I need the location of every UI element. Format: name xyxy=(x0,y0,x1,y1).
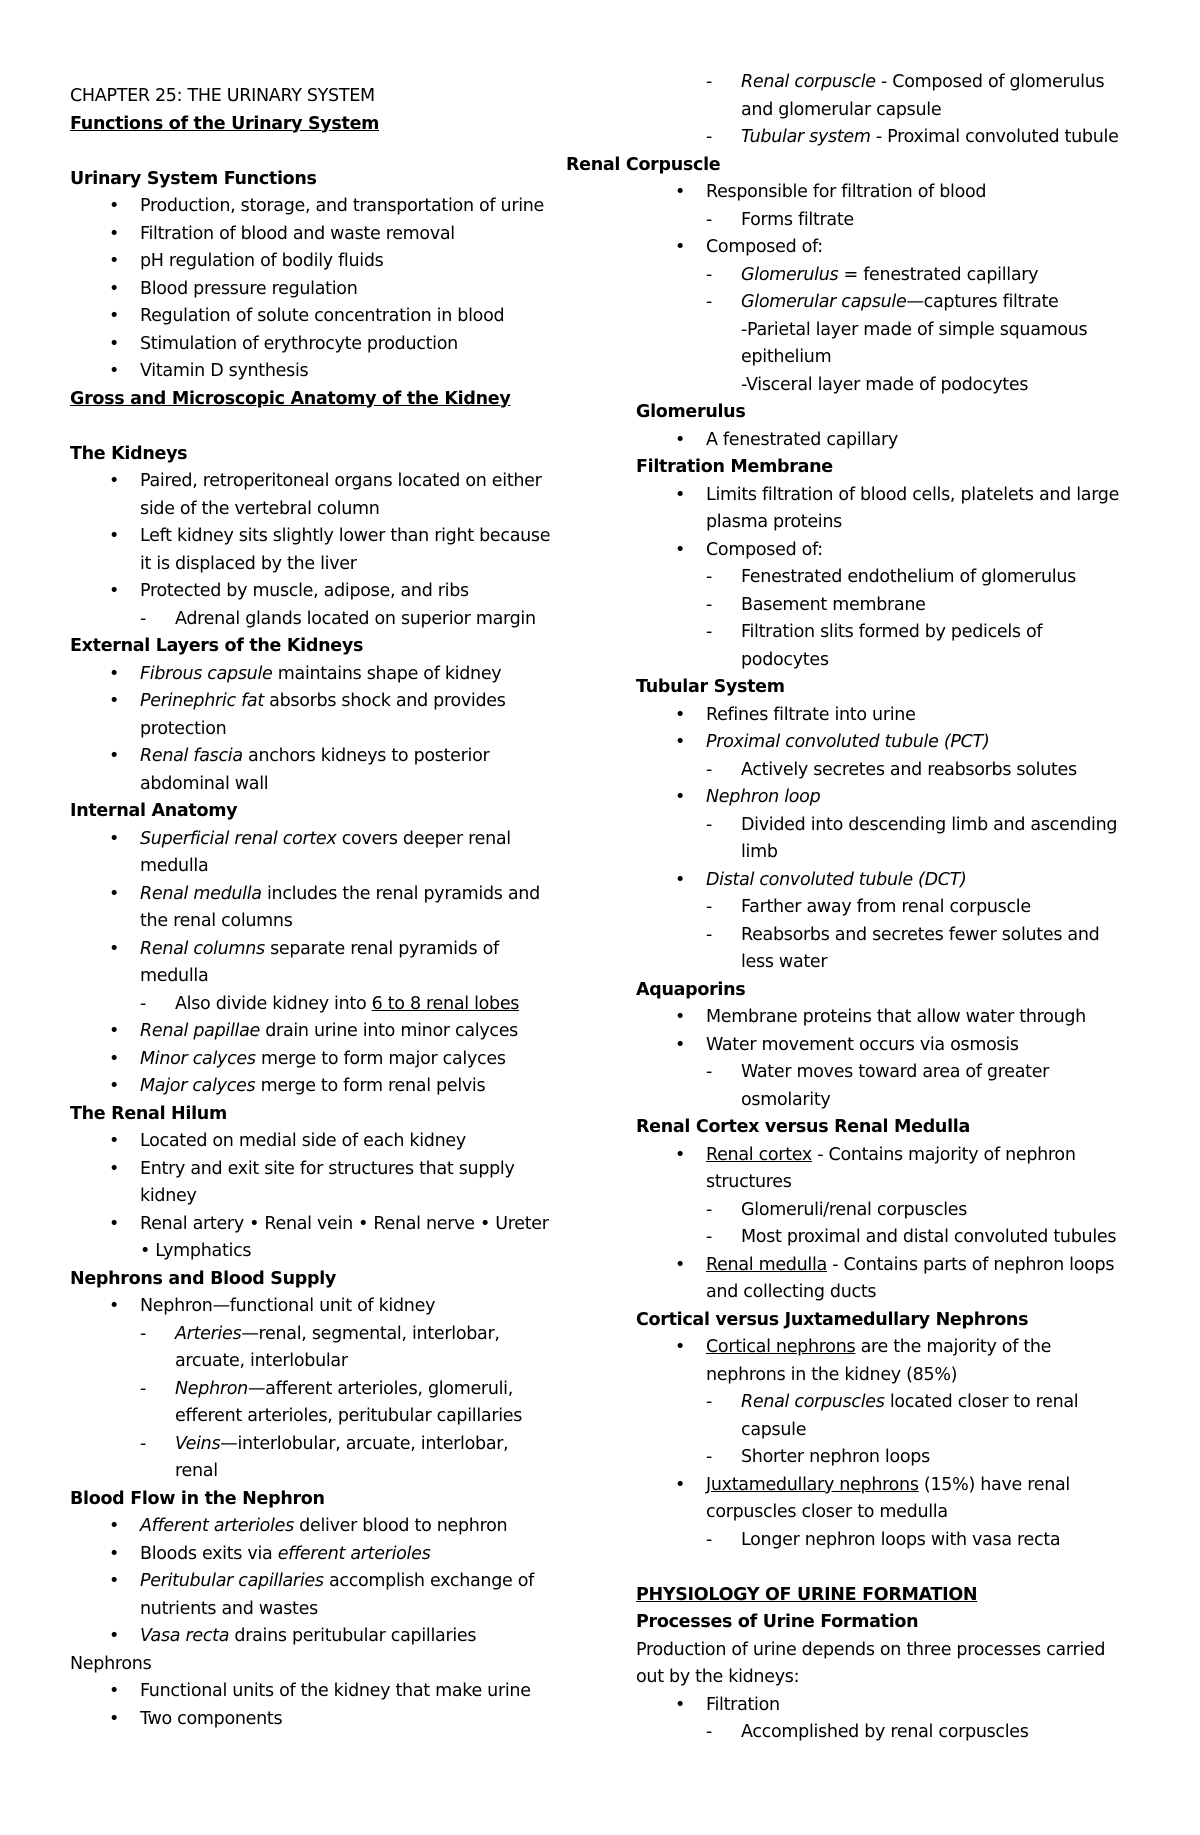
list-item-continuation: structures xyxy=(706,1172,792,1192)
list-text: covers deeper renal xyxy=(336,828,511,849)
sub-list-item xyxy=(636,69,1136,97)
list-item xyxy=(70,1073,570,1101)
italic-term: Afferent arterioles xyxy=(140,1516,294,1536)
list-item: • Blood pressure regulation xyxy=(70,276,570,304)
sub-list-item xyxy=(70,1321,570,1349)
heading-external-layers: External Layers of the Kidneys xyxy=(70,636,364,656)
italic-term: Major calyces xyxy=(140,1076,256,1096)
list-item: • Nephron—functional unit of kidney xyxy=(70,1293,570,1321)
list-item: • Limits filtration of blood cells, platelets and large xyxy=(636,482,1136,510)
sub-list-item: - Most proximal and distal convoluted tubules xyxy=(636,1224,1136,1252)
paragraph-line: out by the kidneys: xyxy=(636,1667,800,1687)
italic-term: Nephron loop xyxy=(706,787,821,807)
sub-list-item xyxy=(636,262,1136,290)
sub-list-item xyxy=(636,1389,1136,1417)
italic-term: Vasa recta xyxy=(140,1626,230,1646)
sub-list-item xyxy=(70,991,570,1019)
sub-list-item: - Actively secretes and reabsorbs solutes xyxy=(636,757,1136,785)
list-item-continuation: corpuscles closer to medulla xyxy=(706,1502,948,1522)
heading-nephrons: Nephrons xyxy=(70,1653,152,1674)
list-item-continuation: kidney xyxy=(140,1186,197,1206)
list-item: • Located on medial side of each kidney xyxy=(70,1128,570,1156)
list-text: - Contains majority of nephron xyxy=(811,1144,1076,1165)
list-item xyxy=(70,1513,570,1541)
chapter-title: CHAPTER 25: THE URINARY SYSTEM xyxy=(70,86,375,106)
list-item: • Filtration xyxy=(636,1692,1136,1720)
list-text: maintains shape of kidney xyxy=(272,663,502,684)
list-text: —afferent arterioles, glomeruli, xyxy=(247,1378,514,1399)
italic-term: Tubular system xyxy=(741,127,871,147)
italic-term: Renal columns xyxy=(140,938,265,959)
italic-term: Glomerular capsule xyxy=(741,292,907,312)
list-item xyxy=(636,1472,1136,1500)
sub-list-continuation: epithelium xyxy=(741,347,832,367)
list-item xyxy=(70,688,570,716)
italic-term: Renal corpuscle xyxy=(741,72,876,92)
sub-list-continuation: osmolarity xyxy=(741,1089,831,1110)
sub-list-continuation: -Parietal layer made of simple squamous xyxy=(741,319,1088,340)
right-column xyxy=(566,69,1136,1747)
list-text: Also divide kidney into xyxy=(175,993,372,1014)
sub-list-item: - Water moves toward area of greater xyxy=(636,1059,1136,1087)
sub-list-continuation: capsule xyxy=(741,1419,807,1440)
sub-list-continuation: less water xyxy=(741,952,828,972)
list-item: • Entry and exit site for structures that supply xyxy=(70,1156,570,1184)
blank-line xyxy=(70,138,570,166)
italic-term: Fibrous capsule xyxy=(140,663,273,684)
list-item xyxy=(70,1568,570,1596)
list-item xyxy=(636,729,1136,757)
list-item: • Vitamin D synthesis xyxy=(70,358,570,386)
heading-renal-corpuscle: Renal Corpuscle xyxy=(566,154,721,175)
italic-term: Peritubular capillaries xyxy=(140,1571,324,1591)
heading-nephrons-blood-supply: Nephrons and Blood Supply xyxy=(70,1268,337,1289)
list-item: • Two components xyxy=(70,1706,570,1734)
list-text: - Contains parts of nephron loops xyxy=(826,1254,1115,1275)
sub-list-item: - Shorter nephron loops xyxy=(636,1444,1136,1472)
underlined-term: Juxtamedullary nephrons xyxy=(706,1474,919,1495)
italic-term: Perinephric fat xyxy=(140,691,264,711)
list-item xyxy=(636,784,1136,812)
list-item-continuation: side of the vertebral column xyxy=(140,498,380,519)
list-item xyxy=(636,1252,1136,1280)
list-item-continuation: nephrons in the kidney (85%) xyxy=(706,1364,958,1385)
italic-term: Minor calyces xyxy=(140,1048,256,1069)
sub-list-continuation: arcuate, interlobular xyxy=(175,1351,348,1371)
italic-term: Veins xyxy=(175,1433,221,1454)
list-text: Bloods exits via xyxy=(140,1543,278,1564)
sub-list-continuation: efferent arterioles, peritubular capillaries xyxy=(175,1406,523,1426)
list-text: merge to form renal pelvis xyxy=(255,1076,486,1096)
heading-urinary-functions: Urinary System Functions xyxy=(70,168,317,189)
list-item: • Functional units of the kidney that make urine xyxy=(70,1678,570,1706)
list-text: - Proximal convoluted tubule xyxy=(870,127,1119,147)
heading-tubular-system: Tubular System xyxy=(636,677,785,697)
italic-term: Distal convoluted tubule (DCT) xyxy=(706,869,967,890)
sub-list-continuation: -Visceral layer made of podocytes xyxy=(741,374,1029,395)
heading-renal-hilum: The Renal Hilum xyxy=(70,1103,227,1124)
list-item-continuation: plasma proteins xyxy=(706,512,842,532)
sub-list-item: - Reabsorbs and secretes fewer solutes and xyxy=(636,922,1136,950)
list-item-continuation: and collecting ducts xyxy=(706,1282,877,1302)
list-text: —interlobular, arcuate, interlobar, xyxy=(220,1433,509,1454)
blank-line xyxy=(70,413,570,441)
sub-list-item xyxy=(636,289,1136,317)
italic-term: Glomerulus xyxy=(741,264,839,285)
list-text: drain urine into minor calyces xyxy=(259,1021,518,1041)
list-item: • Protected by muscle, adipose, and ribs xyxy=(70,578,570,606)
list-text: accomplish exchange of xyxy=(323,1571,535,1591)
italic-term: Nephron xyxy=(175,1378,248,1399)
underlined-term: 6 to 8 renal lobes xyxy=(371,993,520,1014)
list-text: anchors kidneys to posterior xyxy=(242,746,490,766)
list-item-continuation: protection xyxy=(140,718,227,739)
left-column xyxy=(70,83,570,1733)
sub-list-item xyxy=(636,124,1136,152)
list-item: • A fenestrated capillary xyxy=(636,427,1136,455)
sub-list-item: - Adrenal glands located on superior margin xyxy=(70,606,570,634)
italic-term: efferent arterioles xyxy=(277,1543,431,1564)
italic-term: Renal corpuscles xyxy=(741,1392,885,1412)
sub-list-item: - Filtration slits formed by pedicels of xyxy=(636,619,1136,647)
list-item xyxy=(636,867,1136,895)
list-item: • Water movement occurs via osmosis xyxy=(636,1032,1136,1060)
list-item xyxy=(636,1142,1136,1170)
list-item: • Stimulation of erythrocyte production xyxy=(70,331,570,359)
sub-list-continuation: and glomerular capsule xyxy=(741,99,942,120)
list-item: • Responsible for filtration of blood xyxy=(636,179,1136,207)
list-text: (15%) have renal xyxy=(918,1474,1070,1495)
sub-list-item: - Farther away from renal corpuscle xyxy=(636,894,1136,922)
list-item-continuation: medulla xyxy=(140,856,209,876)
list-item-continuation: nutrients and wastes xyxy=(140,1598,318,1619)
list-item xyxy=(70,743,570,771)
list-item xyxy=(70,936,570,964)
list-item xyxy=(70,826,570,854)
sub-list-item: - Glomeruli/renal corpuscles xyxy=(636,1197,1136,1225)
list-item: • Membrane proteins that allow water through xyxy=(636,1004,1136,1032)
italic-term: Renal medulla xyxy=(140,883,262,904)
list-item: • Left kidney sits slightly lower than right because xyxy=(70,523,570,551)
italic-term: Renal fascia xyxy=(140,746,243,766)
section-heading-anatomy: Gross and Microscopic Anatomy of the Kidney xyxy=(70,388,511,409)
blank-line xyxy=(636,1554,1136,1582)
paragraph-line: Production of urine depends on three processes carried xyxy=(636,1639,1106,1660)
heading-internal-anatomy: Internal Anatomy xyxy=(70,801,238,821)
italic-term: Renal papillae xyxy=(140,1021,260,1041)
list-text: absorbs shock and provides xyxy=(263,691,506,711)
list-item xyxy=(70,661,570,689)
heading-cortical-vs-juxtamedullary: Cortical versus Juxtamedullary Nephrons xyxy=(636,1309,1029,1330)
list-text: merge to form major calyces xyxy=(255,1048,506,1069)
sub-list-continuation: renal xyxy=(175,1461,218,1481)
list-text: —captures filtrate xyxy=(906,292,1059,312)
heading-kidneys: The Kidneys xyxy=(70,443,188,464)
section-heading-physiology: PHYSIOLOGY OF URINE FORMATION xyxy=(636,1584,978,1605)
list-item xyxy=(70,881,570,909)
heading-aquaporins: Aquaporins xyxy=(636,979,746,1000)
sub-list-item: - Divided into descending limb and ascending xyxy=(636,812,1136,840)
list-item-continuation: the renal columns xyxy=(140,911,293,931)
list-item xyxy=(70,1541,570,1569)
sub-list-item: - Longer nephron loops with vasa recta xyxy=(636,1527,1136,1555)
section-heading-functions: Functions of the Urinary System xyxy=(70,113,380,134)
heading-processes: Processes of Urine Formation xyxy=(636,1612,919,1632)
list-text: drains peritubular capillaries xyxy=(229,1626,477,1646)
list-item-continuation: abdominal wall xyxy=(140,773,269,794)
list-item xyxy=(70,1018,570,1046)
underlined-term: Renal cortex xyxy=(706,1144,812,1165)
list-text: deliver blood to nephron xyxy=(293,1516,508,1536)
sub-list-continuation: podocytes xyxy=(741,649,829,670)
heading-filtration-membrane: Filtration Membrane xyxy=(636,457,833,477)
list-item-continuation: medulla xyxy=(140,966,209,986)
sub-list-item xyxy=(70,1431,570,1459)
italic-term: Proximal convoluted tubule (PCT) xyxy=(706,732,990,752)
list-text: = fenestrated capillary xyxy=(838,264,1039,285)
list-item: • Filtration of blood and waste removal xyxy=(70,221,570,249)
heading-glomerulus: Glomerulus xyxy=(636,402,746,422)
list-item: • Regulation of solute concentration in blood xyxy=(70,303,570,331)
sub-list-item: - Forms filtrate xyxy=(636,207,1136,235)
list-item: • Composed of: xyxy=(636,537,1136,565)
heading-blood-flow: Blood Flow in the Nephron xyxy=(70,1488,325,1509)
list-text: —renal, segmental, interlobar, xyxy=(241,1323,500,1344)
sub-list-continuation: limb xyxy=(741,842,778,862)
italic-term: Arteries xyxy=(175,1323,242,1344)
list-text: - Composed of glomerulus xyxy=(875,72,1105,92)
list-item: • Composed of: xyxy=(636,234,1136,262)
heading-cortex-vs-medulla: Renal Cortex versus Renal Medulla xyxy=(636,1117,970,1137)
sub-list-item: - Accomplished by renal corpuscles xyxy=(636,1719,1136,1747)
list-item-continuation: • Lymphatics xyxy=(140,1241,252,1261)
list-item xyxy=(70,1623,570,1651)
list-item: • pH regulation of bodily fluids xyxy=(70,248,570,276)
list-item: • Refines filtrate into urine xyxy=(636,702,1136,730)
underlined-term: Cortical nephrons xyxy=(706,1337,856,1357)
list-text: includes the renal pyramids and xyxy=(261,883,540,904)
list-item: • Renal artery • Renal vein • Renal nerve • Ureter xyxy=(70,1211,570,1239)
list-text: separate renal pyramids of xyxy=(264,938,499,959)
italic-term: Superficial renal cortex xyxy=(140,828,337,849)
sub-list-item: - Fenestrated endothelium of glomerulus xyxy=(636,564,1136,592)
list-text: are the majority of the xyxy=(855,1337,1052,1357)
list-text: located closer to renal xyxy=(884,1392,1079,1412)
list-item: • Production, storage, and transportation of urine xyxy=(70,193,570,221)
list-item-continuation: it is displaced by the liver xyxy=(140,553,357,574)
underlined-term: Renal medulla xyxy=(706,1254,827,1275)
list-item xyxy=(636,1334,1136,1362)
sub-list-item: - Basement membrane xyxy=(636,592,1136,620)
list-item xyxy=(70,1046,570,1074)
sub-list-item xyxy=(70,1376,570,1404)
list-item: • Paired, retroperitoneal organs located on either xyxy=(70,468,570,496)
